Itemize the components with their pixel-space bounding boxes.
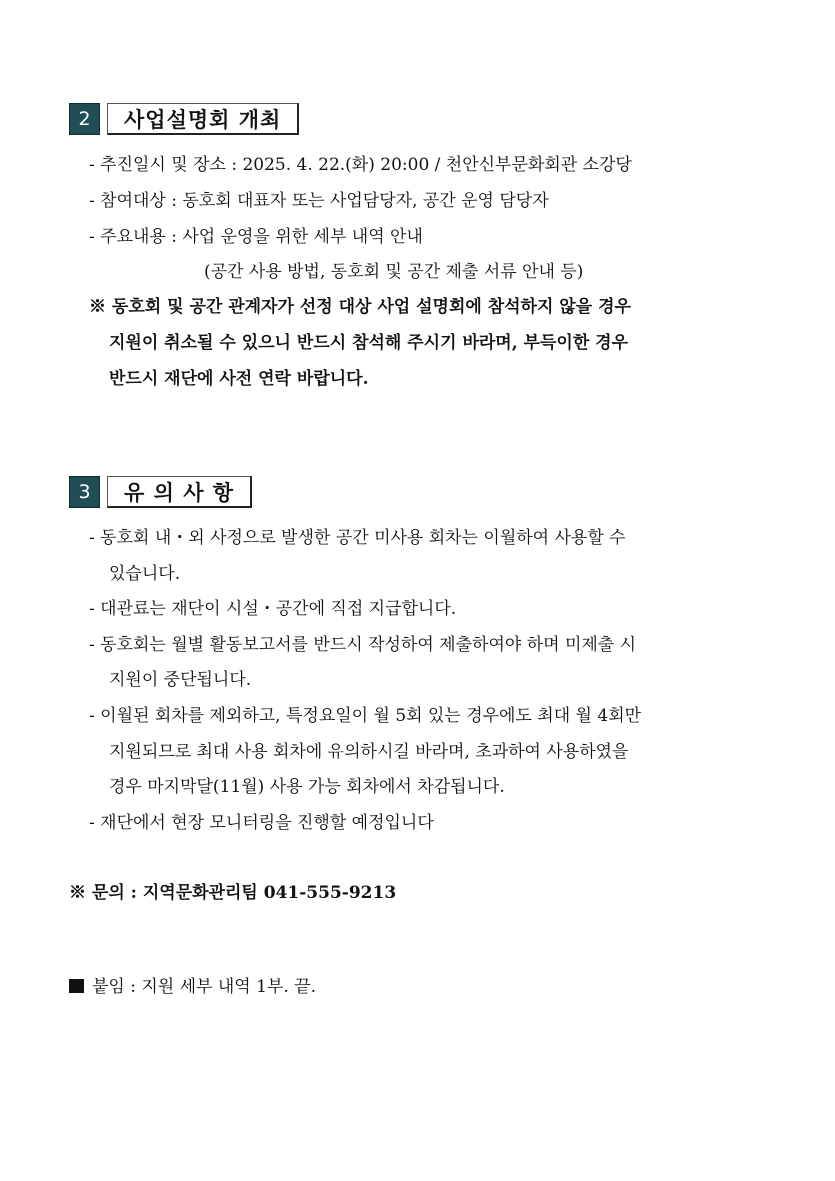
attendance-notice: ※ 동호회 및 공간 관계자가 선정 대상 사업 설명회에 참석하지 않을 경우	[89, 297, 631, 317]
black-square-icon	[69, 979, 84, 993]
section-2-item: - 추진일시 및 장소 : 2025. 4. 22.(화) 20:00 / 천안신부문화회관 소강당	[89, 155, 632, 175]
section-3-item: - 동호회 내・외 사정으로 발생한 공간 미사용 회차는 이월하여 사용할 수	[89, 528, 626, 548]
section-3-heading	[69, 476, 252, 508]
attachment-text: 붙임 : 지원 세부 내역 1부. 끝.	[92, 977, 316, 997]
section-3-item: 지원되므로 최대 사용 회차에 유의하시길 바라며, 초과하여 사용하였을	[109, 742, 629, 762]
section-3-item: - 동호회는 월별 활동보고서를 반드시 작성하여 제출하여야 하며 미제출 시	[89, 635, 637, 655]
section-title: 유 의 사 항	[107, 476, 252, 508]
section-2-heading	[69, 103, 299, 135]
section-number-badge: 3	[69, 476, 100, 508]
section-title: 사업설명회 개최	[107, 103, 299, 135]
attendance-notice: 지원이 취소될 수 있으니 반드시 참석해 주시기 바라며, 부득이한 경우	[109, 333, 628, 353]
section-2-item: - 주요내용 : 사업 운영을 위한 세부 내역 안내	[89, 227, 423, 247]
section-3-item: - 이월된 회차를 제외하고, 특정요일이 월 5회 있는 경우에도 최대 월 4회만	[89, 706, 642, 726]
contact-info: ※ 문의 : 지역문화관리팀 041-555-9213	[69, 883, 397, 903]
section-3-item: 있습니다.	[109, 564, 181, 584]
section-2-item: (공간 사용 방법, 동호회 및 공간 제출 서류 안내 등)	[204, 262, 584, 282]
section-number-badge: 2	[69, 103, 100, 135]
attendance-notice: 반드시 재단에 사전 연락 바랍니다.	[109, 369, 369, 389]
attachment-line	[69, 976, 316, 998]
section-3-item: 경우 마지막달(11월) 사용 가능 회차에서 차감됩니다.	[109, 777, 505, 797]
section-3-item: - 대관료는 재단이 시설・공간에 직접 지급합니다.	[89, 599, 457, 619]
section-3-item: 지원이 중단됩니다.	[109, 670, 252, 690]
section-2-item: - 참여대상 : 동호회 대표자 또는 사업담당자, 공간 운영 담당자	[89, 191, 549, 211]
section-3-item: - 재단에서 현장 모니터링을 진행할 예정입니다	[89, 813, 434, 833]
